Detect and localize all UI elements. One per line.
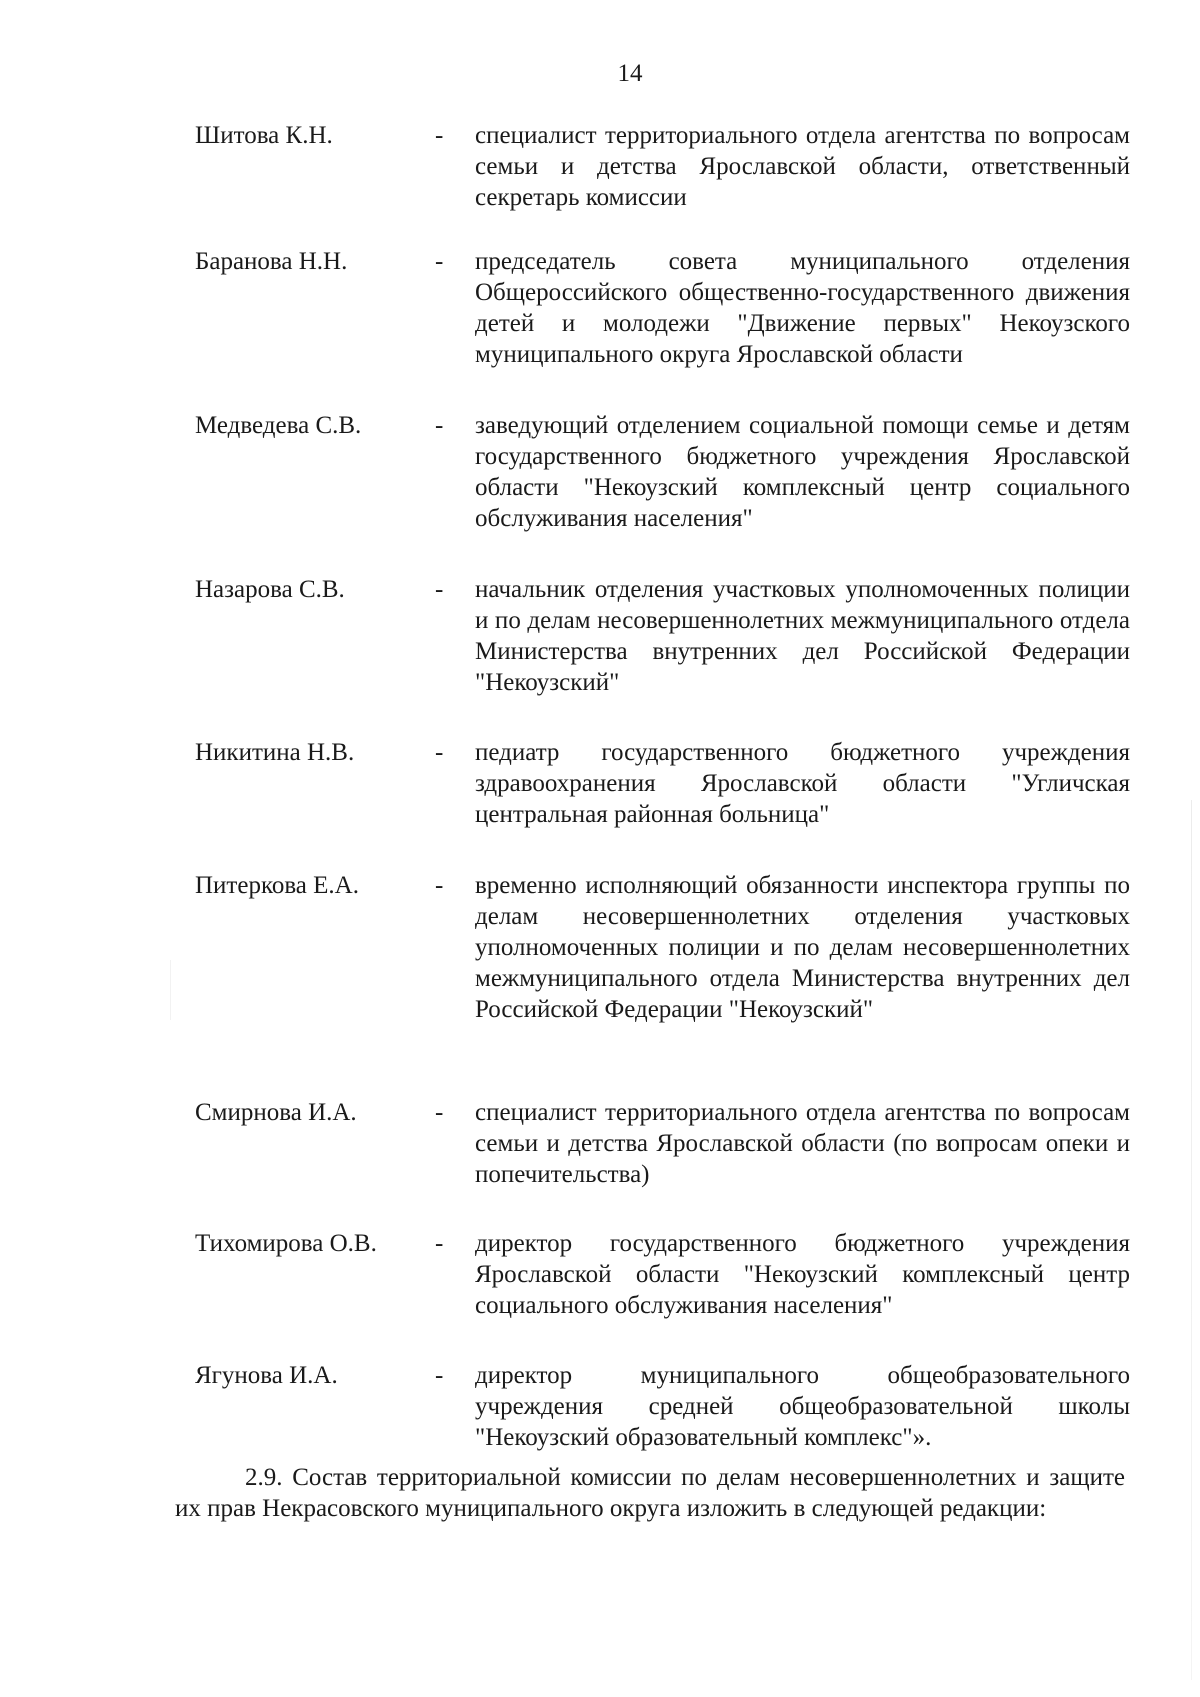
member-dash: -: [435, 1362, 444, 1389]
member-description: заведующий отделением социальной помощи семье и детям государственного бюджетного учреждения Ярославской области "Некоузский комплексный центр социального обслуживания населения": [475, 412, 1130, 532]
member-name: Назарова С.В.: [195, 576, 345, 603]
member-entry: [195, 1360, 1130, 1453]
member-entry: [195, 574, 1130, 698]
member-dash: -: [435, 872, 444, 899]
member-name: Баранова Н.Н.: [195, 248, 348, 275]
member-entry: [195, 870, 1130, 1025]
member-description: директор муниципального общеобразовательного учреждения средней общеобразовательной школы "Некоузский образовательный комплекс"».: [475, 1362, 1130, 1451]
member-description: председатель совета муниципального отделения Общероссийского общественно-государственного движения детей и молодежи "Движение первых" Некоузского муниципального округа Ярославской области: [475, 248, 1130, 368]
member-description: специалист территориального отдела агентства по вопросам семьи и детства Ярославской области (по вопросам опеки и попечительства): [475, 1099, 1130, 1188]
scan-edge-artifact: [170, 960, 171, 1020]
member-name: Никитина Н.В.: [195, 739, 355, 766]
member-dash: -: [435, 739, 444, 766]
member-dash: -: [435, 248, 444, 275]
member-entry: [195, 246, 1130, 370]
member-dash: -: [435, 412, 444, 439]
member-description: начальник отделения участковых уполномоченных полиции и по делам несовершеннолетних межмуниципального отдела Министерства внутренних дел Российской Федерации "Некоузский": [475, 576, 1130, 696]
member-dash: -: [435, 122, 444, 149]
member-name: Питеркова Е.А.: [195, 872, 359, 899]
member-entry: [195, 410, 1130, 534]
member-name: Медведева С.В.: [195, 412, 362, 439]
member-name: Тихомирова О.В.: [195, 1230, 377, 1257]
member-description: временно исполняющий обязанности инспектора группы по делам несовершеннолетних отделения участковых уполномоченных полиции и по делам несовершеннолетних межмуниципального отдела Министерства внутренних дел Российской Федерации "Некоузский": [475, 872, 1130, 1023]
page-number: 14: [617, 60, 643, 87]
member-description: директор государственного бюджетного учреждения Ярославской области "Некоузский комплексный центр социального обслуживания населения": [475, 1230, 1130, 1319]
member-dash: -: [435, 1099, 444, 1126]
closing-paragraph: 2.9. Состав территориальной комиссии по делам несовершеннолетних и защите их прав Некрасовского муниципального округа изложить в следующей редакции:: [175, 1464, 1125, 1522]
member-entry: [195, 1228, 1130, 1321]
member-description: педиатр государственного бюджетного учреждения здравоохранения Ярославской области "Угличская центральная районная больница": [475, 739, 1130, 828]
member-description: специалист территориального отдела агентства по вопросам семьи и детства Ярославской области, ответственный секретарь комиссии: [475, 122, 1130, 211]
member-name: Шитова К.Н.: [195, 122, 333, 149]
member-entry: [195, 1097, 1130, 1190]
member-entry: [195, 120, 1130, 213]
member-dash: -: [435, 576, 444, 603]
scan-edge-artifact: [1191, 800, 1192, 1680]
member-name: Ягунова И.А.: [195, 1362, 338, 1389]
member-name: Смирнова И.А.: [195, 1099, 357, 1126]
member-dash: -: [435, 1230, 444, 1257]
member-entry: [195, 737, 1130, 830]
